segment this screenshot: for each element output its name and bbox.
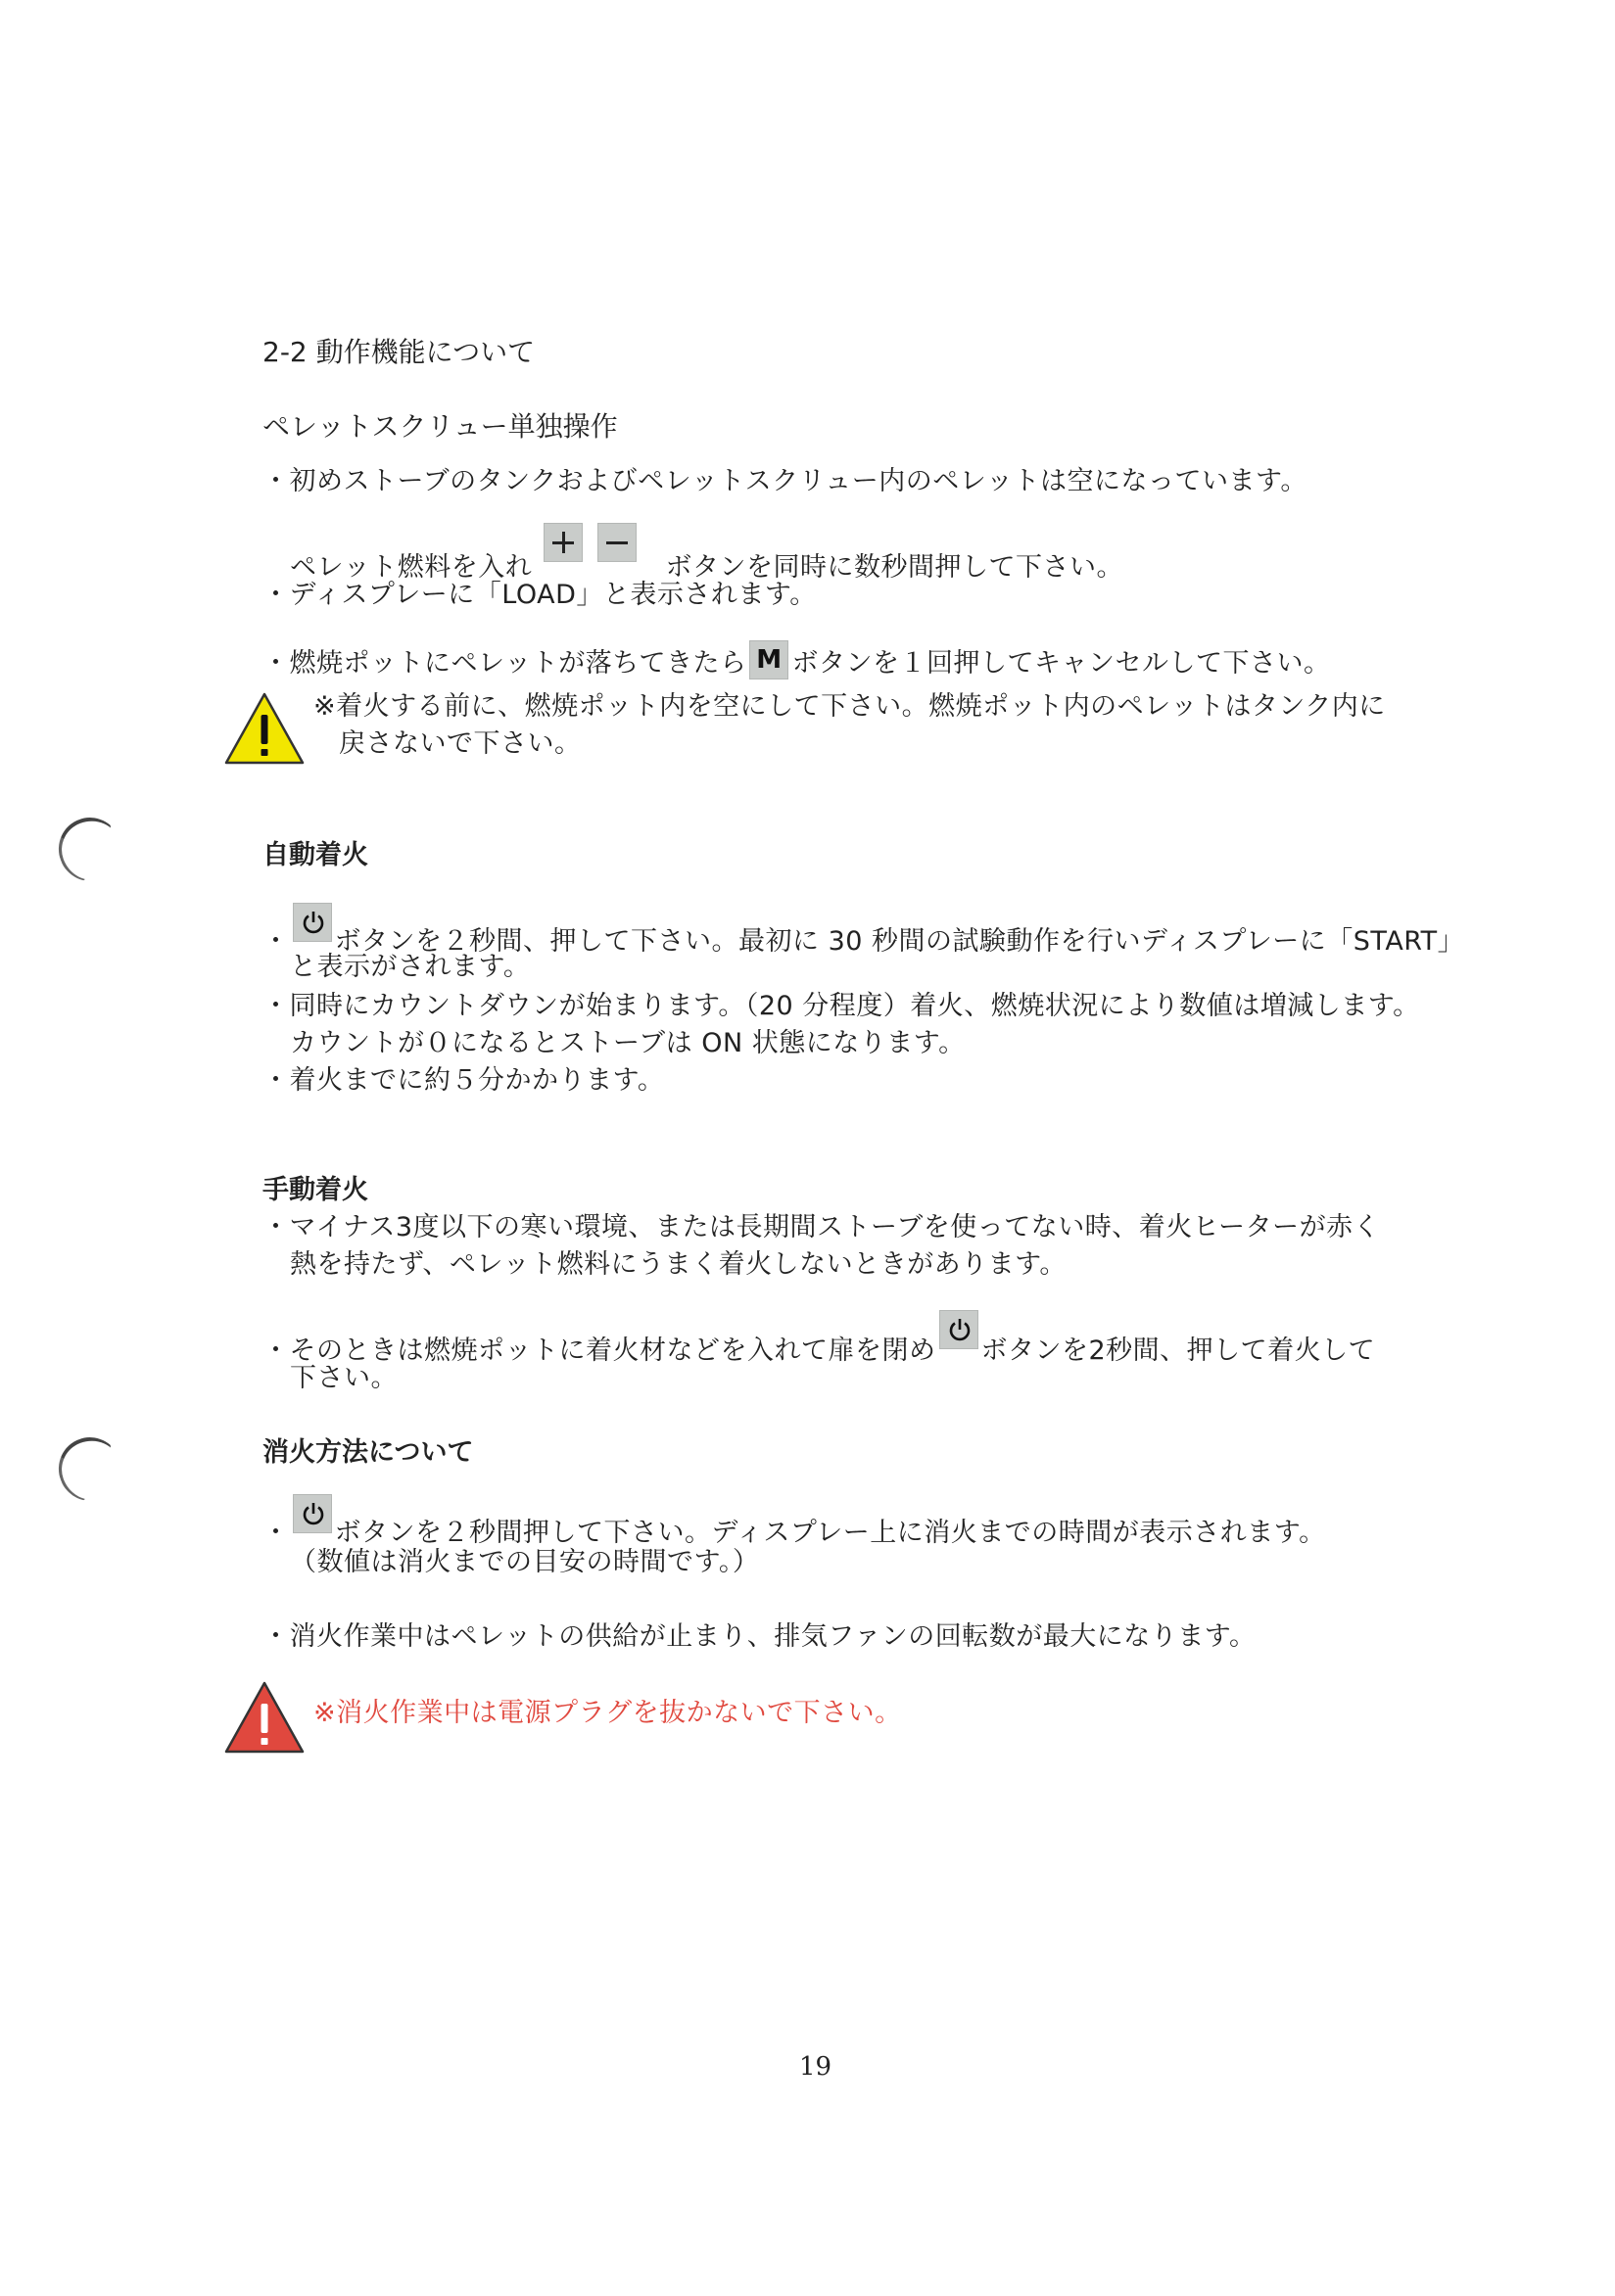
punch-hole-top [50,809,130,890]
power-icon [293,903,332,942]
pellet-screw-warning-line2: 戻さないで下さい。 [339,728,582,759]
manual-ignition-line4: 下さい。 [290,1363,398,1393]
pellet-screw-line1: ・初めストーブのタンクおよびペレットスクリュー内のペレットは空になっています。 [262,466,1307,496]
manual-ignition-line2: 熱を持たず、ペレット燃料にうまく着火しないときがあります。 [290,1249,1067,1280]
extinguish-line1-text: ボタンを２秒間押して下さい。ディスプレー上に消火までの時間が表示されます。 [334,1518,1326,1548]
pellet-screw-line2-a: ペレット燃料を入れ [290,552,533,583]
auto-ignition-heading: 自動着火 [262,840,368,870]
power-icon [939,1310,978,1349]
extinguish-line2: （数値は消火までの目安の時間です。） [290,1547,760,1577]
plus-key-icon [544,523,583,562]
auto-ignition-line4: カウントが０になるとストーブは ON 状態になります。 [290,1028,966,1058]
pellet-screw-line4 [262,640,1330,681]
manual-ignition-line1: ・マイナス3度以下の寒い環境、または長期間ストーブを使ってない時、着火ヒーターが赤く [262,1212,1381,1242]
warning-triangle-yellow-icon [223,691,306,766]
manual-ignition-line3-b: ボタンを2秒間、押して着火して [980,1335,1376,1366]
pellet-screw-line2 [290,523,1123,586]
extinguish-line3: ・消火作業中はペレットの供給が止まり、排気ファンの回転数が最大になります。 [262,1621,1257,1652]
pellet-screw-heading: ペレットスクリュー単独操作 [262,410,618,443]
auto-ignition-line5: ・着火までに約５分かかります。 [262,1065,665,1096]
punch-hole-bottom [50,1429,130,1510]
auto-ignition-bullet: ・ [262,926,290,957]
warning-triangle-red-icon [223,1680,306,1755]
pellet-screw-line4-a: ・燃焼ポットにペレットが落ちてきたら [262,648,747,679]
pellet-screw-line4-b: ボタンを１回押してキャンセルして下さい。 [791,648,1331,679]
section-title: 2-2 動作機能について [262,336,536,368]
minus-key-icon [597,523,637,562]
extinguish-bullet: ・ [262,1518,290,1548]
extinguish-heading: 消火方法について [262,1437,474,1468]
extinguish-line1 [262,1494,1326,1551]
pellet-screw-line2-b: ボタンを同時に数秒間押して下さい。 [665,552,1124,583]
auto-ignition-line2: と表示がされます。 [290,952,531,982]
page-number: 19 [799,2052,832,2082]
auto-ignition-line3: ・同時にカウントダウンが始まります。（20 分程度）着火、燃焼状況により数値は増減します。 [262,991,1420,1021]
pellet-screw-warning-line1: ※着火する前に、燃焼ポット内を空にして下さい。燃焼ポット内のペレットはタンク内に [313,691,1386,722]
manual-ignition-heading: 手動着火 [262,1175,368,1205]
manual-ignition-line3 [262,1310,1375,1369]
auto-ignition-line1-text: ボタンを２秒間、押して下さい。最初に 30 秒間の試験動作を行いディスプレーに「START」 [334,926,1465,957]
pellet-screw-line3: ・ディスプレーに「LOAD」と表示されます。 [262,580,817,610]
power-icon [293,1494,332,1533]
manual-ignition-line3-a: ・そのときは燃焼ポットに着火材などを入れて扉を閉め [262,1335,936,1366]
m-key-icon: M [749,640,788,679]
extinguish-warning: ※消火作業中は電源プラグを抜かないで下さい。 [313,1698,902,1728]
